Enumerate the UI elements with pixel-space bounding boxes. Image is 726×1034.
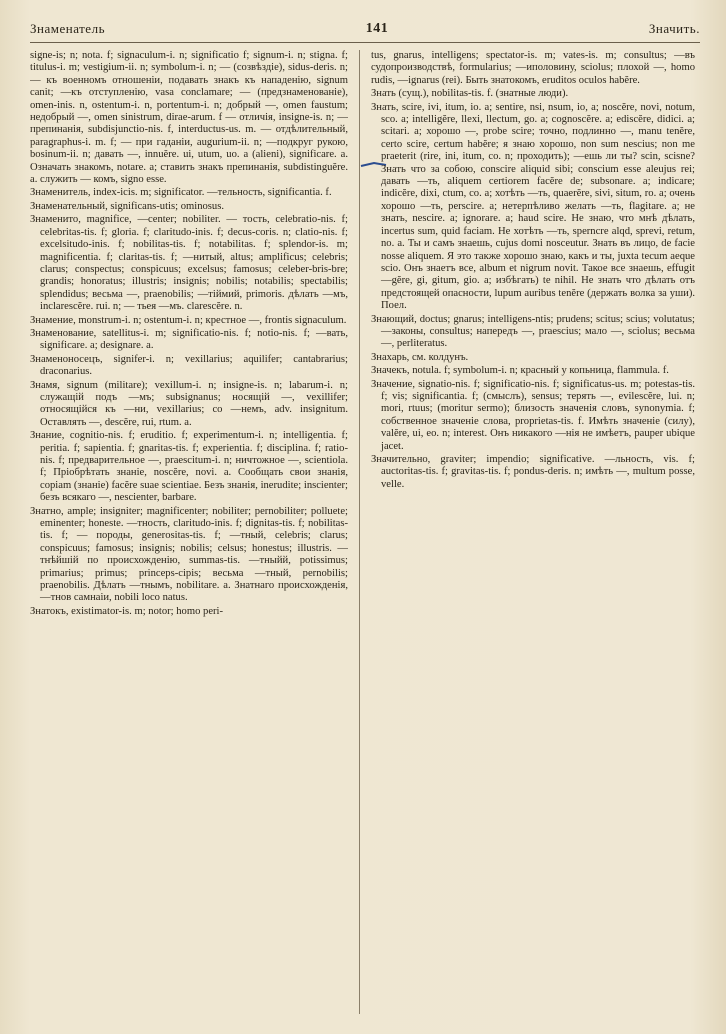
- dictionary-entry: Знать (сущ.), nobilitas-tis. f. (знатные люди).: [371, 88, 569, 100]
- dictionary-entry: Знамя, signum (militare); vexillum-i. n; insigne-is. n; labarum-i. n; служащій подъ —мъ; subsignanus; носящій —, vexillifer; относящійся къ —ни, vexillarius; со —немъ, adv. insignitum. Оставлять —, descĕre, rui, rtum. a.: [30, 379, 348, 428]
- dictionary-entry: Знаменито, magnifice, —center; nobiliter. — тость, celebratio-nis. f; celebritas-tis. f; gloria. f; claritudo-inis. f; decus-coris. n; clatio-nis. f; excelsitudo-inis. f; nobilitas-tis. f; notabilitas. f; splendor-is. m; magnificentia. f; claritas-tis. f; —нитый, altus; amplificus; celebris; clarus; conspectus; conspicuus; excelsus; famosus; celeber-bris-bre; grandis; honoratus; illustris; insignis; nobilis; notabilis; spectabilis; splendidus; весьма —, praenobilis; —тіймий, primoris. дѣлать —мъ, inclarescĕre. rui. n; — тьея —мъ. clarescĕre. n.: [30, 214, 348, 313]
- dictionary-entry: Знатокъ, existimator-is. m; notor; homo peri-: [30, 605, 224, 617]
- dictionary-entry: Знамение, monstrum-i. n; ostentum-i. n; крестное —, frontis signaculum.: [30, 314, 347, 326]
- dictionary-entry: signe-is; n; nota. f; signaculum-i. n; significatio f; signum-i. n; stigna. f; titulus-i. m; vestigium-ii. n; symbolum-i. n; — (созвѣздіе), sidus-deris. n; — къ военномъ отношеніи, подавать знакъ къ нападенію, signum canit; —къ отступленію, vasa conclamare; — (предзнаменованіе), omen-inis. n, ostentum-i. n, portentum-i. n; добрый —, omen faustum; недобрый —, omen sinistrum, dirae-arum. f — отличія, insigne-is. n; —препинанія, subdisjunctio-nis. f, interductus-us. m. — отдѣлительный, paragraphus-i. m. f; — при гаданіи, augurium-ii. n; —подкруг рукою, bosinum-ii. n; давать —, innuĕre. ui, utum, uo. a (alieni), significare. a. Означать знакомъ, notare. a; ставить знакъ препинанія, subdistinguĕre. a. служить — комъ, signo esse.: [30, 50, 348, 186]
- right-column: [371, 50, 695, 1024]
- header-rule: [30, 42, 700, 43]
- dictionary-entry: Знаменательный, significans-utis; ominosus.: [30, 200, 224, 212]
- dictionary-entry: Знать, scire, ivi, itum, io. a; sentire, nsi, nsum, io, a; noscĕre, novi, notum, sco. a; intelligĕre, llexi, llectum, go. a; cognoscĕre. a; ediscĕre, didici. a; scitari. a; хорошо —, probe scire; точно, подлинно —, manu tenĕre, certo scire, certum habĕre; я знаю хорошо, non sum nescius; non me praeterit (rire, ini, itum, co. n; проходить); —ешь ли ты? scin, scisne? Знать что за собою, conscire aliquid sibi; conscium esse aleujus rei; давать —ть, aliquem certiorem facĕre de; subsonare. a; indicare; indicĕre, dixi, ctum, co. a; хотѣть —ть, quaerĕre, sivi, situm, ro. a; очень хорошо —ть, perscire. a; нетерпѣливо желать —ть, flagitare. a; не знать, nescire. a; ignorare. a; haud scire. Не знаю, что мнѣ дѣлать, incertus sum, quid faciam. Не хотѣть —ть, sperncre alqd, sprevi, retum, no. a. Ты и самъ знаешь, cujus domi nosceutur. Знать въ лицо, de facie nosse aliquem. Я это также хорошо знаю, какъ и ты, juxta tecum aeque scio. Онъ знаетъ все, album et nigrum novit. Такое все знаешь, effugit —gĕre, gi, gitum, gio. a; избѣгать) te nihil. Не знать что дѣлать отъ предстоящей опасности, lupum auribus tenĕre (держать волка за уши). Поел.: [371, 101, 695, 312]
- dictionary-entry: Знахарь, см. колдунъ.: [371, 351, 469, 363]
- dictionary-entry: Знающий, doctus; gnarus; intelligens-ntis; prudens; scitus; scius; volutatus; —законы, consultus; напередъ —, praescius; мало —, sciolus; весьма —, perliteratus.: [371, 313, 695, 350]
- dictionary-entry: Значительно, graviter; impendio; significative. —льность, vis. f; auctoritas-tis. f; gravitas-tis. f; pondus-deris. n; имѣть —, multum posse, velle.: [371, 454, 695, 490]
- page-header: [30, 18, 700, 40]
- dictionary-entry: Знатно, ample; insigniter; magnificenter; nobiliter; pernobiliter; polluete; eminenter; honeste. —тность, claritudo-inis. f; dignitas-tis. f; nobilitas-tis. f; — породы, generositas-tis. f; —тный, celebris; clarus; conspicuus; famosus; insignis; nobilis; celsus; honestus; illustris. —тнѣйшій по происхожденію, summas-tis. —тныйй, potissimus; primarius; primus; princeps-cipis; весьма —тный, pernobilis; praenobilis. Дѣлать —тнымъ, nobilitare. a. Знатнаго происхожденія, —тнов самнаіи, nobili loco natus.: [30, 505, 348, 604]
- page-number: 141: [365, 21, 389, 36]
- header-right-word: Значить.: [648, 21, 700, 36]
- column-divider: [359, 50, 360, 1014]
- dictionary-entry: Знание, cognitio-nis. f; eruditio. f; experimentum-i. n; intelligentia. f; peritia. f; sapientia. f; gnaritas-tis. f; experientia. f; disciplina. f; ratio-nis. f; предварительное —, praescitum-i. n; ничтожное —, scientiola. f; Пріобрѣтать знаніе, noscĕre, novi. a. Сообщать свои знанія, copiam (знаніе) facĕre suae scientiae. Безъ знанія, inerudite; inscienter; безъ всякаго —, nescienter, barbare.: [30, 430, 348, 504]
- dictionary-entry: Знаменоносецъ, signifer-i. n; vexillarius; aquilifer; cantabrarius; draconarius.: [30, 353, 348, 378]
- dictionary-entry: Знаменитель, index-icis. m; significator. —тельность, significantia. f.: [30, 187, 332, 199]
- left-column: [30, 50, 348, 1024]
- dictionary-entry: tus, gnarus, intelligens; spectator-is. m; vates-is. m; consultus; —въ судопроизводствѣ, formularius; —иполовину, sciolus; плохой —, homo rudis, —ignarus (rei). Быть знатокомъ, eruditos oculos habĕre.: [371, 50, 695, 86]
- dictionary-entry: Знаменование, satellitus-i. m; significatio-nis. f; notio-nis. f; —вать, significare. a; designare. a.: [30, 327, 348, 352]
- dictionary-entry: Значекъ, notula. f; symbolum-i. n; красный у копьница, flammula. f.: [371, 365, 669, 377]
- header-left-word: Знаменатель: [30, 21, 105, 36]
- dictionary-entry: Значение, signatio-nis. f; significatio-nis. f; significatus-us. m; potestas-tis. f; vis; significantia. f; (смыслъ), sensus; терять —, evilescĕre, lui. n; mori, rtuus; (moritur sermo); близость значенія словъ, synonymia. f; собственное значеніе слова, proprietas-tis. f. Имѣть значеніе (силу), valĕre, ui, eo. n; interest. Онъ никакого —нія не имѣетъ, pauper ubique jacet.: [371, 378, 695, 452]
